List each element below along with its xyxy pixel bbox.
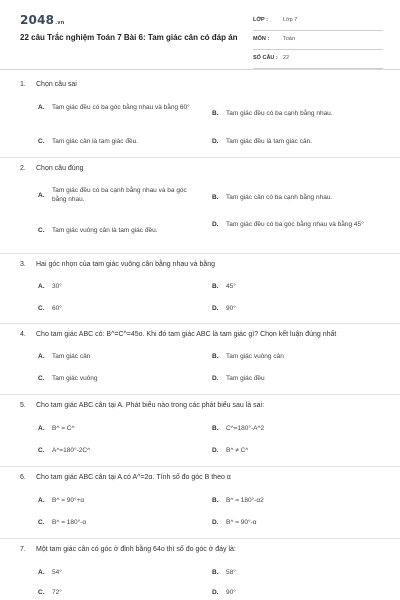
- answer-option[interactable]: [212, 352, 366, 361]
- option-text: Tam giác cân: [52, 353, 91, 360]
- question-number: 3.: [20, 261, 26, 268]
- question-text: Chọn câu sai: [36, 81, 77, 88]
- option-letter: D.: [212, 305, 219, 312]
- answer-option[interactable]: [212, 518, 366, 527]
- question-divider: [0, 394, 400, 395]
- answer-option[interactable]: [212, 220, 366, 229]
- option-text: 45°: [226, 283, 236, 290]
- option-text: B^ = 90°-α: [226, 519, 257, 526]
- answer-option[interactable]: [38, 424, 192, 433]
- option-text: Tam giác đều: [226, 375, 265, 382]
- option-letter: D.: [212, 447, 219, 454]
- meta-row-count: [253, 52, 383, 69]
- option-text: C^=180°-A^2: [226, 425, 265, 432]
- option-text: B^ = 180°-α2: [226, 497, 264, 504]
- meta-value: 22: [283, 55, 290, 61]
- question-text: Chọn câu đúng: [36, 165, 84, 172]
- option-text: A^=180°-2C^: [52, 447, 91, 454]
- answer-option[interactable]: [38, 446, 192, 455]
- meta-row-subject: [253, 33, 383, 50]
- logo-main: 2048: [20, 13, 55, 27]
- option-letter: A.: [38, 104, 45, 111]
- meta-value: Lớp 7: [283, 17, 298, 23]
- option-letter: D.: [212, 221, 219, 228]
- option-text: 54°: [52, 569, 62, 576]
- question-stem: [20, 402, 390, 409]
- answer-option[interactable]: [38, 374, 192, 383]
- option-letter: A.: [38, 497, 45, 504]
- option-text: 58°: [226, 569, 236, 576]
- option-text: Tam giác vuông: [52, 375, 98, 382]
- option-letter: A.: [38, 569, 45, 576]
- option-text: Tam giác đều có ba góc bằng nhau và bằng 45°: [226, 221, 364, 228]
- answer-option[interactable]: [38, 588, 192, 597]
- question-text: Hai góc nhọn của tam giác vuông cân bằng nhau và bằng: [36, 261, 216, 268]
- option-letter: B.: [212, 353, 219, 360]
- option-text: 90°: [226, 305, 236, 312]
- option-text: B^ = 90°+α: [52, 497, 85, 504]
- document-title: 22 câu Trắc nghiệm Toán 7 Bài 6: Tam giác cân có đáp án: [20, 33, 238, 42]
- option-text: Tam giác vuông cân: [226, 353, 284, 360]
- option-text: 30°: [52, 283, 62, 290]
- question-number: 5.: [20, 402, 26, 409]
- option-letter: C.: [38, 447, 45, 454]
- question-number: 7.: [20, 546, 26, 553]
- option-letter: C.: [38, 375, 45, 382]
- document-header: [0, 0, 400, 68]
- question-divider: [0, 253, 400, 254]
- option-text: B^ ≠ C^: [226, 447, 249, 454]
- question-number: 1.: [20, 81, 26, 88]
- option-letter: C.: [38, 227, 45, 234]
- question-text: Cho tam giác ABC cân tại A. Phát biểu nào trong các phát biểu sau là sai:: [36, 402, 265, 409]
- answer-option[interactable]: [38, 226, 192, 235]
- option-letter: B.: [212, 425, 219, 432]
- meta-key: LỚP :: [253, 17, 268, 23]
- option-text: Tam giác đều là tam giác cân.: [226, 138, 312, 145]
- option-text: Tam giác đều có ba cạnh bằng nhau.: [226, 110, 333, 117]
- option-letter: B.: [212, 110, 219, 117]
- question-stem: [20, 474, 390, 481]
- answer-option[interactable]: [38, 568, 192, 577]
- answer-option[interactable]: [38, 518, 192, 527]
- question-divider: [0, 323, 400, 324]
- answer-option[interactable]: [212, 446, 366, 455]
- option-letter: C.: [38, 138, 45, 145]
- option-text: B^ = 180°-α: [52, 519, 87, 526]
- option-text: Tam giác vuông cân là tam giác đều.: [52, 227, 158, 234]
- question-text: Cho tam giác ABC cân tại A có A^=2α. Tính số đo góc B theo α: [36, 474, 231, 481]
- answer-option[interactable]: [38, 304, 192, 313]
- header-divider: [0, 69, 400, 70]
- option-letter: B.: [212, 283, 219, 290]
- option-letter: B.: [212, 194, 219, 201]
- answer-option[interactable]: [212, 374, 366, 383]
- option-text: 60°: [52, 305, 62, 312]
- meta-key: MÔN :: [253, 36, 270, 42]
- question-stem: [20, 81, 390, 88]
- option-letter: B.: [212, 569, 219, 576]
- option-text: 72°: [52, 589, 62, 596]
- question-divider: [0, 538, 400, 539]
- question-stem: [20, 331, 390, 338]
- option-letter: A.: [38, 283, 45, 290]
- question-text: Một tam giác cân có góc ở đỉnh bằng 64o thì số đo góc ở đáy là:: [36, 546, 236, 553]
- option-text: 90°: [226, 589, 236, 596]
- option-letter: D.: [212, 375, 219, 382]
- meta-key: SỐ CÂU :: [253, 55, 278, 61]
- answer-option[interactable]: [38, 186, 192, 205]
- answer-option[interactable]: [212, 109, 366, 118]
- option-letter: D.: [212, 519, 219, 526]
- option-letter: D.: [212, 589, 219, 596]
- option-text: Tam giác cân có ba cạnh bằng nhau.: [226, 194, 333, 201]
- option-text: B^ = C^: [52, 425, 75, 432]
- site-logo[interactable]: [20, 13, 65, 27]
- answer-option[interactable]: [38, 352, 192, 361]
- answer-option[interactable]: [212, 137, 366, 146]
- option-text: Tam giác cân là tam giác đều.: [52, 138, 138, 145]
- question-number: 2.: [20, 165, 26, 172]
- option-text: Tam giác đều có ba cạnh bằng nhau và ba góc bằng nhau.: [52, 187, 187, 204]
- answer-option[interactable]: [38, 496, 192, 505]
- answer-option[interactable]: [212, 588, 366, 597]
- question-stem: [20, 546, 390, 553]
- option-letter: A.: [38, 191, 45, 199]
- option-letter: C.: [38, 519, 45, 526]
- answer-option[interactable]: [38, 103, 192, 112]
- question-divider: [0, 466, 400, 467]
- question-stem: [20, 261, 390, 268]
- answer-option[interactable]: [212, 424, 366, 433]
- answer-option[interactable]: [212, 496, 366, 505]
- option-text: Tam giác đều có ba góc bằng nhau và bằng 60°: [52, 104, 190, 111]
- question-number: 4.: [20, 331, 26, 338]
- meta-row-class: [253, 14, 383, 31]
- meta-panel: [253, 14, 383, 71]
- question-stem: [20, 165, 390, 172]
- meta-value: Toán: [283, 36, 295, 42]
- answer-option[interactable]: [212, 282, 366, 291]
- option-letter: A.: [38, 425, 45, 432]
- option-letter: C.: [38, 589, 45, 596]
- answer-option[interactable]: [212, 193, 366, 202]
- logo-tld: .vn: [55, 20, 65, 26]
- option-letter: C.: [38, 305, 45, 312]
- answer-option[interactable]: [38, 282, 192, 291]
- answer-option[interactable]: [212, 304, 366, 313]
- option-letter: D.: [212, 138, 219, 145]
- answer-option[interactable]: [38, 137, 192, 146]
- option-letter: B.: [212, 497, 219, 504]
- answer-option[interactable]: [212, 568, 366, 577]
- question-divider: [0, 157, 400, 158]
- question-number: 6.: [20, 474, 26, 481]
- option-letter: A.: [38, 353, 45, 360]
- question-text: Cho tam giác ABC có: B^=C^=45o. Khi đó tam giác ABC là tam giác gì? Chọn kết luận đúng nhất: [36, 331, 337, 338]
